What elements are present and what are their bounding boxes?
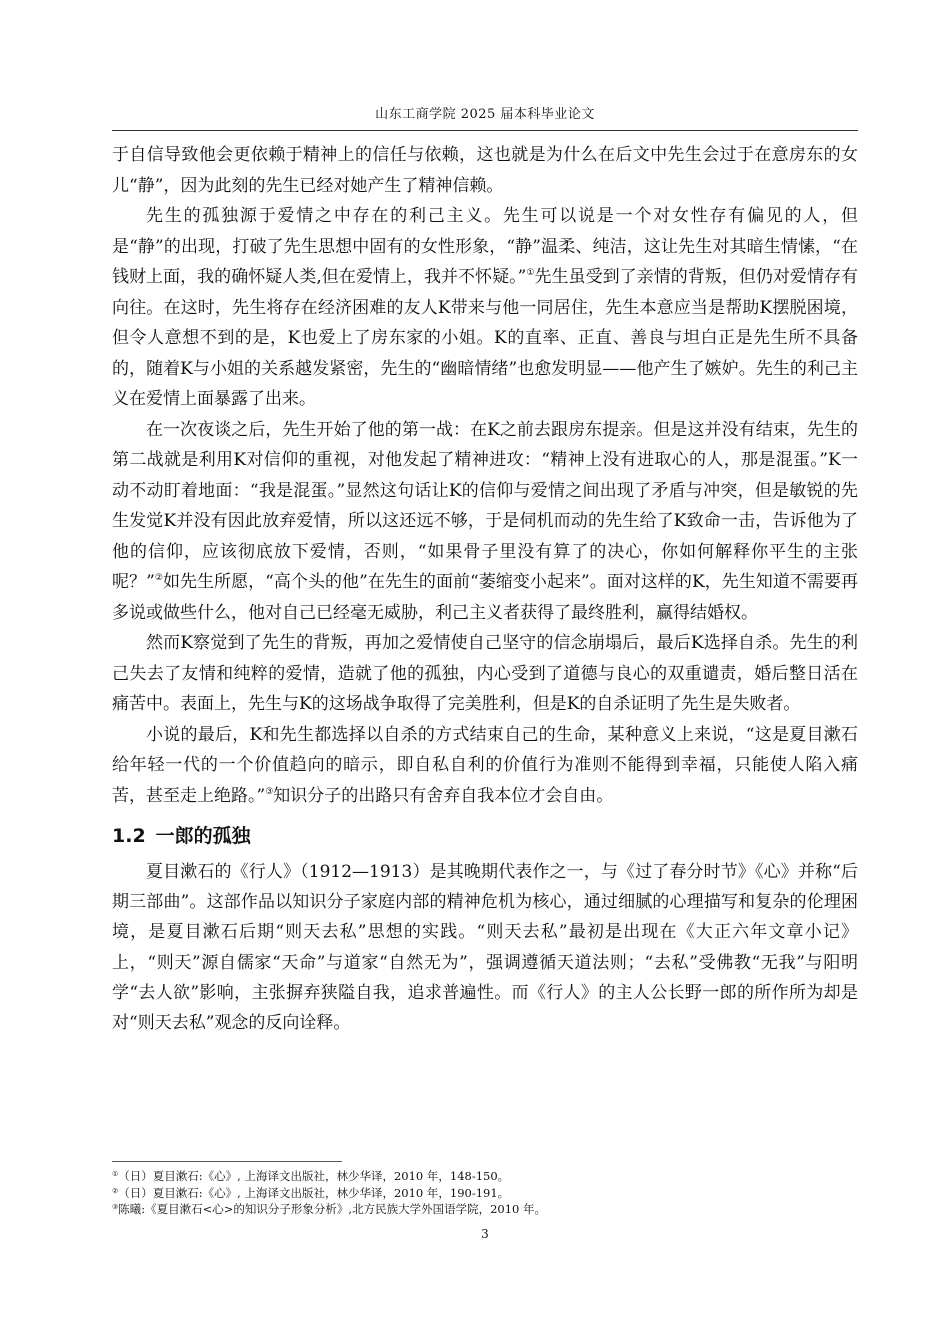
section-title: 一郎的孤独 (155, 825, 251, 847)
paragraph-text: 小说的最后，K和先生都选择以自杀的方式结束自己的生命，某种意义上来说，“这是夏目漱石给年轻一代的一个价值趋向的暗示，即自私自利的价值行为准则不能得到幸福，只能使人陷入痛苦，甚至走上绝路。” (112, 724, 858, 806)
footnote-text: （日）夏目漱石:《心》, 上海译文出版社，林少华译，2010 年，190-191。 (118, 1185, 510, 1200)
paragraph-text: 知识分子的出路只有舍弃自我本位才会自由。 (273, 785, 614, 806)
running-header: 山东工商学院 2025 届本科毕业论文 (375, 107, 595, 122)
paragraph-kojin-intro: 夏目漱石的《行人》（1912—1913）是其晚期代表作之一，与《过了春分时节》《心》并称“后期三部曲”。这部作品以知识分子家庭内部的精神危机为核心，通过细腻的心理描写和复杂的伦理困境，是夏目漱石后期“则天去私”思想的实践。“则天去私”最初是出现在《大正六年文章小记》上，“则天”源自儒家“天命”与道家“自然无为”，强调遵循天道法则；“去私”受佛教“无我”与阳明学“去人欲”影响，主张摒弃狭隘自我，追求普遍性。而《行人》的主人公长野一郎的所作所为却是对“则天去私”观念的反向诠释。 (112, 862, 858, 1034)
footnote-ref-2: ② (154, 573, 163, 583)
footnote-1 (112, 1168, 858, 1185)
footnote-3 (112, 1201, 858, 1218)
section-heading (112, 819, 858, 853)
footnote-text: 陈曦:《夏目漱石<心>的知识分子形象分析》,北方民族大学外国语学院，2010 年。 (118, 1202, 547, 1216)
footnote-text: （日）夏目漱石:《心》, 上海译文出版社，林少华译，2010 年，148-150。 (118, 1169, 510, 1183)
footnote-mark: ③ (112, 1203, 119, 1211)
footnote-mark: ① (112, 1170, 119, 1178)
paragraph-text: 先生的孤独源于爱情之中存在的利己主义。先生可以说是一个对女性存有偏见的人，但是“静”的出现，打破了先生思想中固有的女性形象，“静”温柔、纯洁，这让先生对其暗生情愫，“在钱财上面，我的确怀疑人类,但在爱情上，我并不怀疑。” (112, 206, 858, 287)
section-number: 1.2 (112, 825, 146, 847)
header-rule (112, 130, 858, 131)
body-text (112, 140, 858, 1038)
footnote-2 (112, 1185, 858, 1202)
paragraph-text: 先生虽受到了亲情的背叛，但仍对爱情存有向往。在这时，先生将存在经济困难的友人K带来与他一同居住，先生本意应当是帮助K摆脱困境，但令人意想不到的是，K也爱上了房东家的小姐。K的直率、正直、善良与坦白正是先生所不具备的，随着K与小姐的关系越发紧密，先生的“幽暗情绪”也愈发明显——他产生了嫉妒。先生的利己主义在爱情上面暴露了出来。 (112, 267, 859, 409)
paragraph-egoism-in-love (112, 201, 858, 415)
paragraph-continuation: 于自信导致他会更依赖于精神上的信任与依赖，这也就是为什么在后文中先生会过于在意房东的女儿“静”，因为此刻的先生已经对她产生了精神信赖。 (112, 145, 858, 196)
page-number: 3 (481, 1227, 489, 1241)
footnote-mark: ② (112, 1186, 119, 1195)
paragraph-k-suicide: 然而K察觉到了先生的背叛，再加之爱情使自己坚守的信念崩塌后，最后K选择自杀。先生的利己失去了友情和纯粹的爱情，造就了他的孤独，内心受到了道德与良心的双重谴责，婚后整日活在痛苦中。表面上，先生与K的这场战争取得了完美胜利，但是K的自杀证明了先生是失败者。 (112, 633, 858, 714)
paragraph-ending (112, 720, 858, 812)
paragraph-text: 如先生所愿，“高个头的他”在先生的面前“萎缩变小起来”。面对这样的K，先生知道不需要再多说或做些什么，他对自己已经毫无威胁，利己主义者获得了最终胜利，赢得结婚权。 (112, 572, 858, 623)
footnote-ref-1: ① (526, 268, 535, 278)
footnotes (112, 1168, 858, 1218)
paragraph-night-talk (112, 415, 858, 629)
footnote-ref-3: ③ (265, 786, 274, 797)
paragraph-text: 在一次夜谈之后，先生开始了他的第一战：在K之前去跟房东提亲。但是这并没有结束，先生的第二战就是利用K对信仰的重视，对他发起了精神进攻：“精神上没有进取心的人，那是混蛋。”K一动不动盯着地面：“我是混蛋。”显然这句话让K的信仰与爱情之间出现了矛盾与冲突，但是敏锐的先生发觉K并没有因此放弃爱情，所以这还远不够，于是伺机而动的先生给了K致命一击，告诉他为了他的信仰，应该彻底放下爱情，否则，“如果骨子里没有算了的决心，你如何解释你平生的主张呢？” (112, 419, 858, 592)
footnote-separator (112, 1161, 342, 1162)
